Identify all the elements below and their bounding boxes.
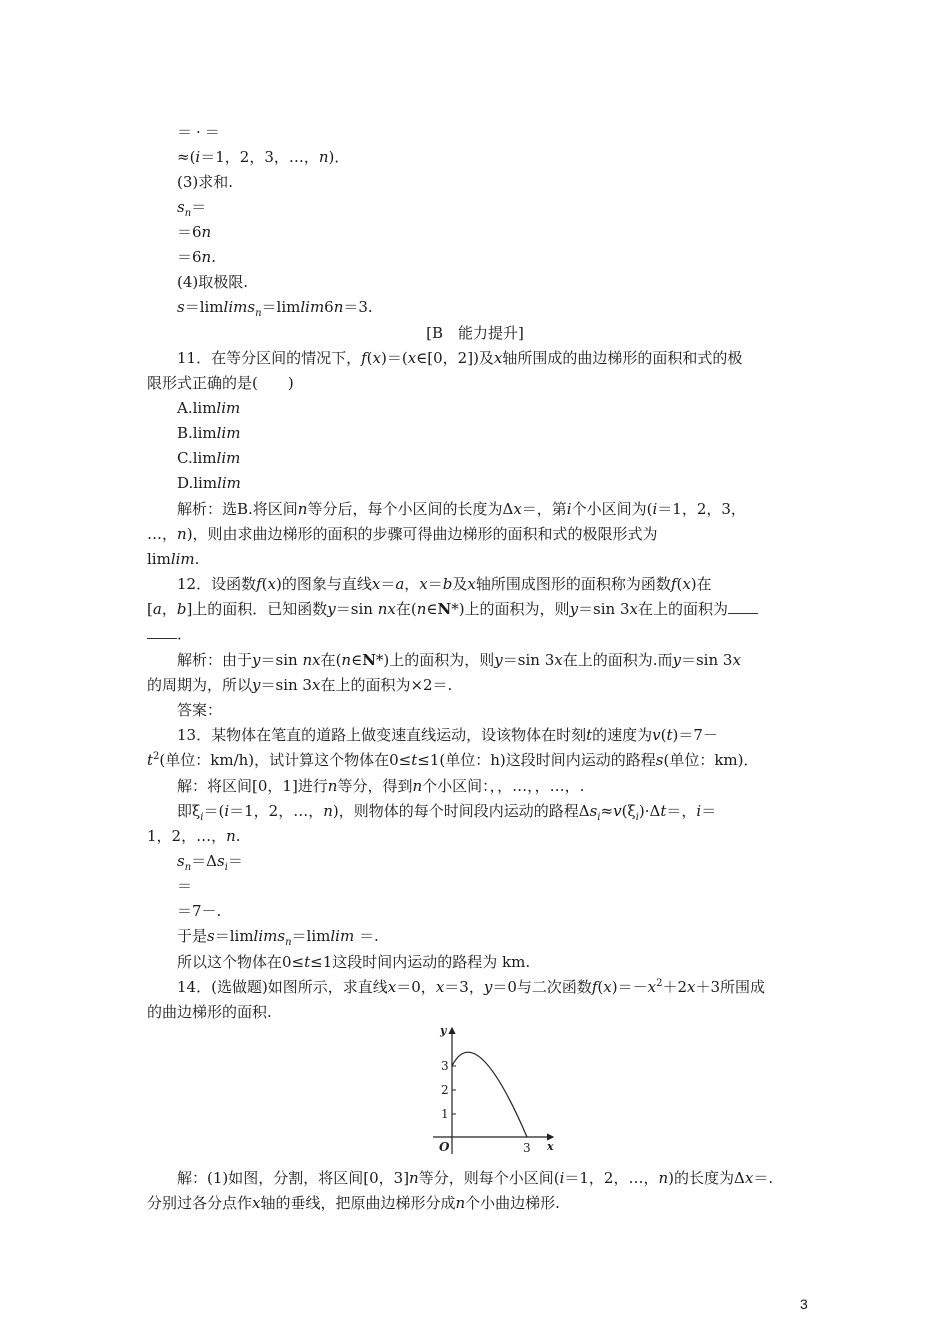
text-line: (4)取极限. xyxy=(177,273,249,291)
text-line: 1，2，…，n. xyxy=(147,827,241,845)
option-a: A.limlim xyxy=(177,399,241,417)
text-line: $s_n=$ xyxy=(177,198,207,219)
question-13: 13．某物体在笔直的道路上做变速直线运动，设该物体在时刻t的速度为v(t)＝7－ xyxy=(177,726,718,744)
text-line: ． xyxy=(147,624,192,644)
origin-label: O xyxy=(439,1140,450,1154)
y-axis-label: y xyxy=(440,1024,447,1037)
text-line: …，n)，则由求曲边梯形的面积的步骤可得曲边梯形的面积和式的极限形式为 xyxy=(147,525,658,543)
text-line: 的周期为，所以y＝sin 3x在上的面积为×2＝. xyxy=(147,676,453,694)
text-line: 答案： xyxy=(177,701,223,719)
y-tick-label: 1 xyxy=(441,1107,449,1121)
text-line: 分别过各分点作x轴的垂线，把原曲边梯形分成n个小曲边梯形. xyxy=(147,1194,560,1212)
y-tick-label: 2 xyxy=(441,1083,449,1097)
text-line: 解：(1)如图，分割，将区间[0，3]n等分，则每个小区间(i＝1，2，…，n)的长度为Δx＝. xyxy=(177,1169,774,1187)
parabola-figure xyxy=(425,1022,565,1162)
text-line: 于是s＝limlims$_n$＝limlim ＝. xyxy=(177,927,379,948)
text-line: ＝ xyxy=(177,877,193,895)
text-line: s＝limlims$_n$＝limlim6n＝3. xyxy=(177,298,373,319)
text-line: ＝6n. xyxy=(177,248,216,266)
x-tick-label: 3 xyxy=(523,1141,531,1155)
text-line: 解析：选B.将区间n等分后，每个小区间的长度为Δx＝，第i个小区间为(i＝1，2，3， xyxy=(177,500,746,518)
text-line: 即$\xi_i=(i=1$，2，…，n)，则物体的每个时间段内运动的路程$\Delta s_i\approx v(\xi_i)\cdot\Delta t=$，i＝ xyxy=(177,802,717,823)
text-line: ＝7－. xyxy=(177,902,222,920)
page-number: 3 xyxy=(800,1296,808,1312)
text-line: 的曲边梯形的面积. xyxy=(147,1003,272,1021)
text-line: [a，b]上的面积．已知函数y＝sin nx在(n∈N*)上的面积为，则y＝sin 3x在上的面积为 xyxy=(147,599,758,619)
text-line: limlim. xyxy=(147,550,200,568)
text-line: (3)求和. xyxy=(177,173,234,191)
question-14: 14．(选做题)如图所示，求直线x＝0，x＝3，y＝0与二次函数$f(x)=-x^2+2x+3$所围成 xyxy=(177,978,766,996)
question-12: 12．设函数f(x)的图象与直线x＝a，x＝b及x轴所围成图形的面积称为函数f(x)在 xyxy=(177,575,712,593)
option-d: D.limlim xyxy=(177,474,241,492)
parabola-curve xyxy=(452,1052,527,1137)
question-11: 11．在等分区间的情况下，f(x)＝(x∈[0，2])及x轴所围成的曲边梯形的面积和式的极 xyxy=(177,349,743,367)
text-line: ≈(i＝1，2，3，…，n)． xyxy=(177,148,350,166)
text-line: $t^2$(单位：km/h)，试计算这个物体在0≤t≤1(单位：h)这段时间内运动的路程s(单位：km)． xyxy=(147,751,759,769)
section-heading: [B 能力提升] xyxy=(426,324,524,342)
text-line: 限形式正确的是( ) xyxy=(147,374,294,392)
text-line: 所以这个物体在0≤t≤1这段时间内运动的路程为 km. xyxy=(177,953,531,971)
x-axis-label: x xyxy=(547,1140,554,1153)
y-tick-label: 3 xyxy=(441,1059,449,1073)
text-line: $s_n=\Delta s_i=$ xyxy=(177,852,243,873)
text-line: ＝ · ＝ xyxy=(177,123,220,141)
text-line: 解：将区间[0，1]进行n等分，得到n个小区间：，，…，，…，. xyxy=(177,777,585,795)
option-b: B.limlim xyxy=(177,424,241,442)
text-line: 解析：由于y＝sin nx在(n∈N*)上的面积为，则y＝sin 3x在上的面积为.而y＝sin 3x xyxy=(177,651,741,669)
option-c: C.limlim xyxy=(177,449,241,467)
text-line: ＝6n xyxy=(177,223,212,241)
